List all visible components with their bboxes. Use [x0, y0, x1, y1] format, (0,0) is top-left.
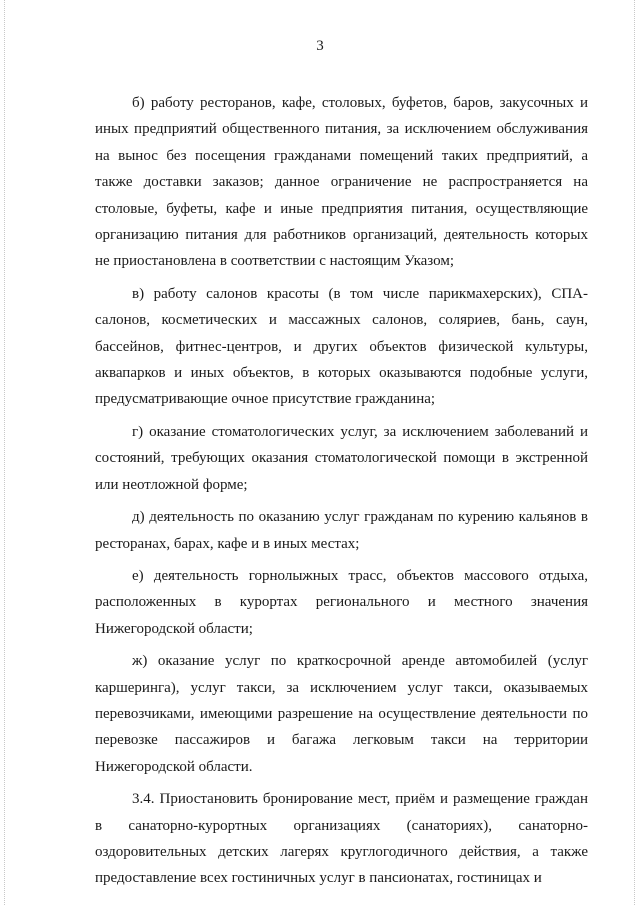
- document-body: [95, 90, 588, 898]
- paragraph-v: в) работу салонов красоты (в том числе парикмахерских), СПА-салонов, косметических и массажных салонов, соляриев, бань, саун, бассейнов, фитнес-центров, и других объектов физической культуры, аквапарков и иных объектов, в которых оказываются подобные услуги, предусматривающие очное присутствие гражданина;: [95, 285, 588, 408]
- paragraph-g: г) оказание стоматологических услуг, за исключением заболеваний и состояний, требующих оказания стоматологической помощи в экстренной или неотложной форме;: [95, 423, 588, 493]
- paragraph-d: д) деятельность по оказанию услуг гражданам по курению кальянов в ресторанах, барах, кафе и в иных местах;: [95, 509, 588, 552]
- paragraph-b: б) работу ресторанов, кафе, столовых, буфетов, баров, закусочных и иных предприятий общественного питания, за исключением обслуживания на вынос без посещения гражданами помещений таких предприятий, а также доставки заказов; данное ограничение не распространяется на столовые, буфеты, кафе и иные предприятия питания, осуществляющие организацию питания для работников организаций, деятельность которых не приостановлена в соответствии с настоящим Указом;: [95, 95, 588, 270]
- scan-edge-right: [634, 0, 635, 905]
- paragraph-zh: ж) оказание услуг по краткосрочной аренде автомобилей (услуг каршеринга), услуг такси, за исключением услуг такси, оказываемых перевозчиками, имеющими разрешение на осуществление деятельности по перевозке пассажиров и багажа легковым такси на территории Нижегородской области.: [95, 653, 588, 775]
- scan-edge-left: [4, 0, 5, 905]
- paragraph-e: е) деятельность горнолыжных трасс, объектов массового отдыха, расположенных в курортах регионального и местного значения Нижегородской области;: [95, 567, 588, 637]
- paragraph-3-4: 3.4. Приостановить бронирование мест, приём и размещение граждан в санаторно-курортных организациях (санаториях), санаторно-оздоровительных детских лагерях круглогодичного действия, а также предоставление всех гостиничных услуг в пансионатах, гостиницах и: [95, 791, 588, 887]
- page-number: 3: [316, 38, 324, 54]
